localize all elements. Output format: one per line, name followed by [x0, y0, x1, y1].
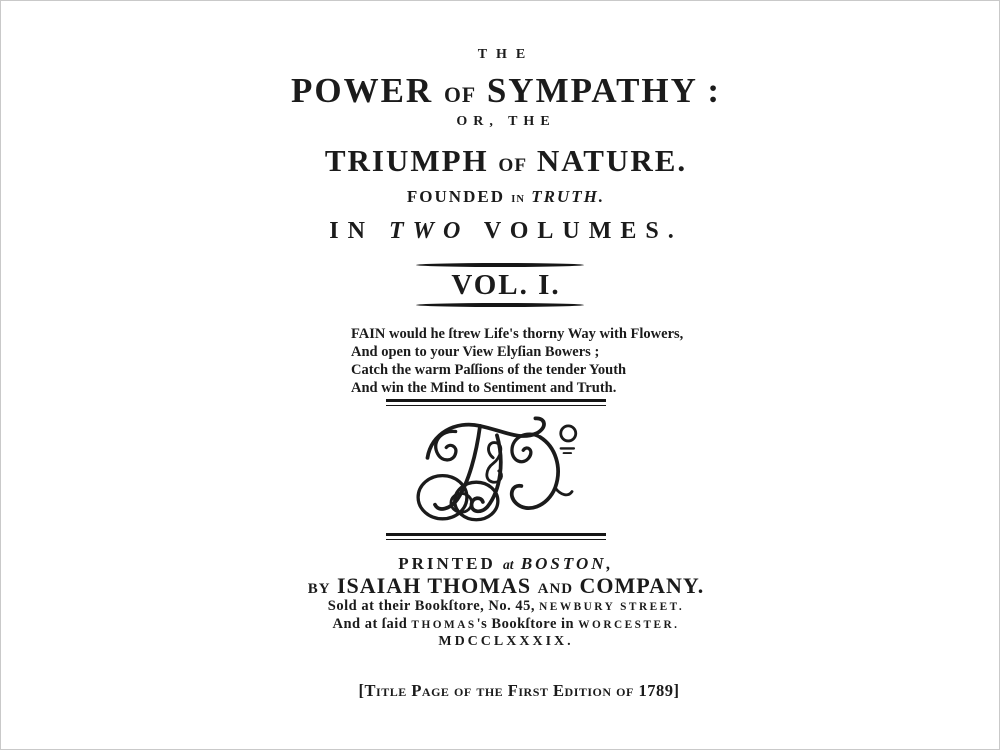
volumes-line — [6, 218, 1000, 245]
imprint-year-roman-numeral: MDCCLXXXIX. — [438, 634, 574, 649]
imprint-boston: BOSTON, — [520, 554, 614, 573]
title-word-of: OF — [443, 83, 477, 107]
volumes-word: VOLUMES. — [483, 218, 683, 244]
imprint-printed-line — [6, 554, 1000, 574]
double-rule-above-monogram — [386, 399, 606, 406]
printer-monogram-icon — [0, 409, 996, 536]
epigraph-line: And win the Mind to Sentiment and Truth. — [351, 380, 617, 396]
imprint-sold-line — [6, 598, 1000, 615]
imprint-worcester: WORCESTER. — [578, 619, 680, 631]
title-word-power: POWER — [290, 71, 434, 110]
imprint-at: at — [502, 557, 514, 572]
imprint-and: AND — [537, 581, 574, 597]
imprint-printed: PRINTED — [398, 554, 496, 573]
imprint-bookstore-text: 's Bookſtore in — [476, 616, 579, 632]
title-word-nature: NATURE. — [536, 143, 688, 178]
epigraph-line: Catch the warm Paſſions of the tender Youth — [351, 362, 627, 378]
volumes-in: IN — [329, 218, 374, 244]
volume-number: VOL. I. — [451, 269, 561, 301]
imprint-publisher-name: ISAIAH THOMAS — [337, 573, 532, 598]
founded-word: FOUNDED — [406, 187, 505, 206]
imprint-company: COMPANY. — [579, 573, 705, 598]
founded-truth: TRUTH. — [531, 187, 606, 206]
tapered-rule-below-vol — [416, 303, 584, 307]
title-page-sheet — [6, 1, 1000, 750]
alternate-title-line — [6, 143, 1000, 179]
isaiah-thomas-cipher-icon — [401, 409, 591, 531]
editor-caption: [Title Page of the First Edition of 1789] — [358, 681, 680, 700]
epigraph-line: FAIN would he ſtrew Life's thorny Way with Flowers, — [351, 326, 684, 342]
imprint-andat-text: And at ſaid — [332, 616, 412, 632]
imprint-thomas: THOMAS — [411, 619, 477, 631]
imprint-sold-text: Sold at their Bookſtore, No. 45, — [327, 598, 540, 614]
subtitle-or-the: OR, THE — [456, 114, 556, 129]
founded-in: IN — [511, 194, 525, 205]
double-rule-below-monogram — [386, 533, 606, 540]
epigraph-line: And open to your View Elyſian Bowers ; — [351, 344, 600, 360]
epigraph-verse — [351, 325, 683, 397]
main-title-line — [6, 71, 1000, 111]
imprint-publisher-line — [6, 573, 1000, 599]
title-word-triumph: TRIUMPH — [324, 143, 489, 178]
founded-line — [6, 187, 1000, 207]
half-title-the: THE — [477, 47, 535, 62]
volumes-two: TWO — [388, 218, 470, 244]
title-word-of2: OF — [498, 155, 528, 176]
title-word-sympathy: SYMPATHY : — [486, 71, 722, 110]
imprint-worcester-line — [6, 616, 1000, 633]
imprint-by: BY — [307, 581, 331, 597]
imprint-newbury-street: NEWBURY STREET. — [539, 601, 685, 613]
tapered-rule-above-vol — [416, 263, 584, 267]
